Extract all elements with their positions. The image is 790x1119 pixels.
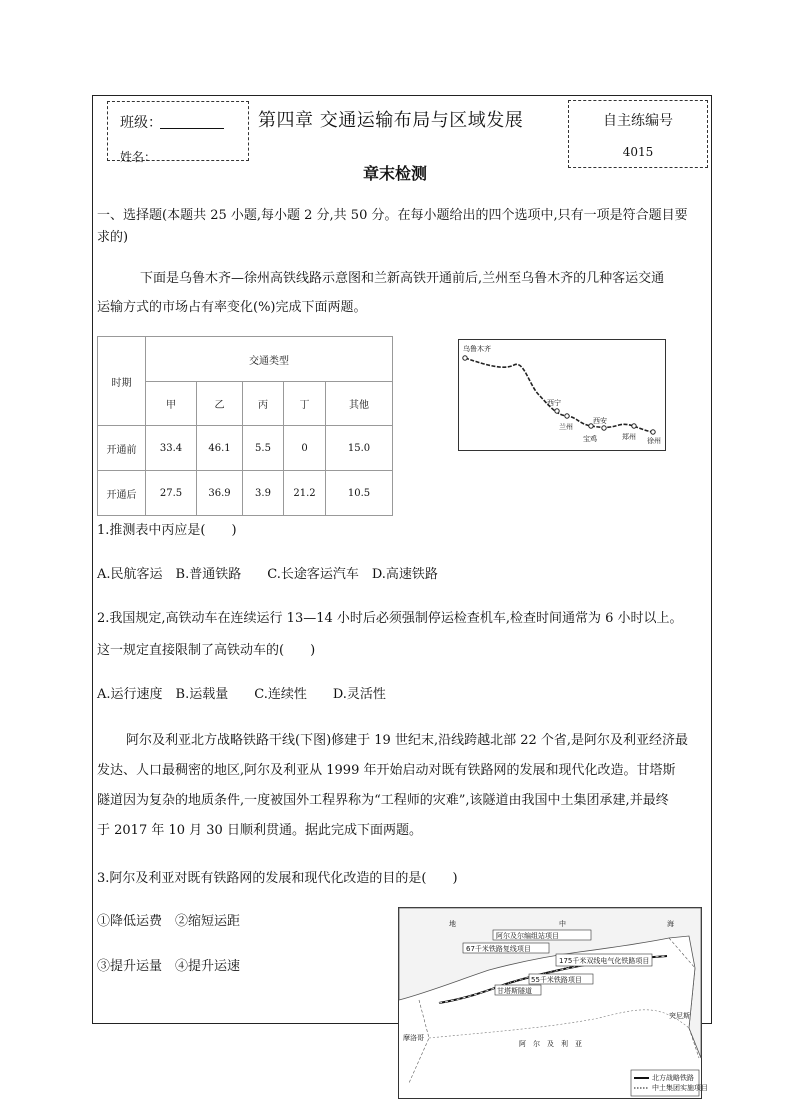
- map-label-xuzhou: 徐州: [647, 437, 661, 445]
- sea-label-3: 海: [667, 920, 674, 928]
- table-header-type: 交通类型: [146, 337, 393, 382]
- table-cell: 46.1: [197, 426, 243, 471]
- map-label-xian: 西安: [593, 417, 607, 425]
- passage2-line2: 发达、人口最稠密的地区,阿尔及利亚从 1999 年开始启动对既有铁路网的发展和现代化改造。甘塔斯: [97, 763, 676, 778]
- section-instructions-line2: 求的): [97, 230, 129, 245]
- table-cell: 5.5: [243, 426, 284, 471]
- question-1-options: A.民航客运 B.普通铁路 C.长途客运汽车 D.高速铁路: [97, 567, 438, 582]
- station-marker: [632, 424, 636, 428]
- table-col-header: 丙: [243, 382, 284, 426]
- legend-label-2: 中土集团实施项目: [652, 1084, 708, 1092]
- algeria-railway-map: [398, 907, 708, 1099]
- passage2-line1: 阿尔及利亚北方战略铁路干线(下图)修建于 19 世纪末,沿线跨越北部 22 个省,是阿尔及利亚经济最: [126, 733, 689, 748]
- station-marker: [565, 414, 569, 418]
- passage2-line3: 隧道因为复杂的地质条件,一度被国外工程界称为“工程师的灾难”,该隧道由我国中土集团承建,并最终: [97, 793, 669, 808]
- table-col-header: 丁: [284, 382, 326, 426]
- section-instructions-line1: 一、选择题(本题共 25 小题,每小题 2 分,共 50 分。在每小题给出的四个选项中,只有一项是符合题目要: [97, 208, 688, 223]
- table-cell: 21.2: [284, 471, 326, 516]
- map-label-lanzhou: 兰州: [559, 423, 573, 431]
- class-info-box: [107, 101, 249, 164]
- project-label-5: 甘塔斯隧道: [497, 987, 532, 995]
- tunisia-label: 突尼斯: [669, 1012, 690, 1020]
- map-label-xining: 西宁: [547, 399, 561, 407]
- question-2-options: A.运行速度 B.运载量 C.连续性 D.灵活性: [97, 687, 386, 702]
- table-row-label: 开通后: [98, 471, 146, 516]
- transport-share-table: [97, 336, 393, 516]
- practice-code-value: 4015: [622, 145, 654, 159]
- question-2-stem-line2: 这一规定直接限制了高铁动车的( ): [97, 643, 316, 658]
- legend-label-1: 北方战略铁路: [652, 1074, 694, 1082]
- sea-label-2: 中: [559, 920, 566, 928]
- table-col-header: 乙: [197, 382, 243, 426]
- map-label-baoji: 宝鸡: [583, 435, 597, 443]
- name-label: 姓名：: [120, 150, 157, 164]
- project-label-3: 175千米双线电气化铁路项目: [559, 957, 650, 965]
- question-2-stem-line1: 2.我国规定,高铁动车在连续运行 13—14 小时后必须强制停运检查机车,检查时间通常为 6 小时以上。: [97, 611, 683, 626]
- table-cell: 36.9: [197, 471, 243, 516]
- map-label-urumqi: 乌鲁木齐: [463, 345, 491, 353]
- practice-code-box: [568, 100, 708, 168]
- class-field[interactable]: [160, 112, 224, 129]
- passage1-line2: 运输方式的市场占有率变化(%)完成下面两题。: [97, 300, 367, 315]
- station-marker: [555, 409, 559, 413]
- question-1-stem: 1.推测表中丙应是( ): [97, 523, 237, 538]
- railway-line: [465, 358, 653, 432]
- table-cell: 10.5: [326, 471, 393, 516]
- table-col-header: 其他: [326, 382, 393, 426]
- project-label-1: 阿尔及尔编组站项目: [496, 932, 559, 940]
- table-cell: 27.5: [146, 471, 197, 516]
- table-row: [98, 426, 393, 471]
- passage2-line4: 于 2017 年 10 月 30 日顺利贯通。据此完成下面两题。: [97, 823, 422, 838]
- class-label: 班级：: [120, 115, 162, 131]
- table-cell: 0: [284, 426, 326, 471]
- project-label-2: 67千米铁路复线项目: [466, 945, 531, 953]
- map-label-zhengzhou: 郑州: [622, 433, 636, 441]
- table-cell: 33.4: [146, 426, 197, 471]
- section-subtitle: 章末检测: [362, 164, 427, 183]
- question-3-stem: 3.阿尔及利亚对既有铁路网的发展和现代化改造的目的是( ): [97, 871, 458, 886]
- station-marker: [651, 430, 655, 434]
- table-cell: 3.9: [243, 471, 284, 516]
- morocco-label: 摩洛哥: [403, 1034, 424, 1042]
- table-cell: 15.0: [326, 426, 393, 471]
- table-header-period: 时期: [98, 337, 146, 426]
- sea-label-1: 地: [449, 920, 456, 928]
- passage1-line1: 下面是乌鲁木齐—徐州高铁线路示意图和兰新高铁开通前后,兰州至乌鲁木齐的几种客运交通: [140, 271, 665, 286]
- table-row: [98, 471, 393, 516]
- station-marker: [463, 356, 467, 360]
- question-3-options-line2: ③提升运量 ④提升运速: [97, 959, 241, 974]
- question-3-options-line1: ①降低运费 ②缩短运距: [97, 914, 241, 929]
- practice-code-label: 自主练编号: [603, 113, 673, 129]
- project-label-4: 55千米铁路项目: [531, 976, 582, 984]
- chapter-title: 第四章 交通运输布局与区域发展: [258, 110, 524, 131]
- railway-route-map: [458, 339, 666, 451]
- table-col-header: 甲: [146, 382, 197, 426]
- country-label: 阿 尔 及 利 亚: [519, 1040, 582, 1048]
- table-row-label: 开通前: [98, 426, 146, 471]
- station-marker: [602, 426, 606, 430]
